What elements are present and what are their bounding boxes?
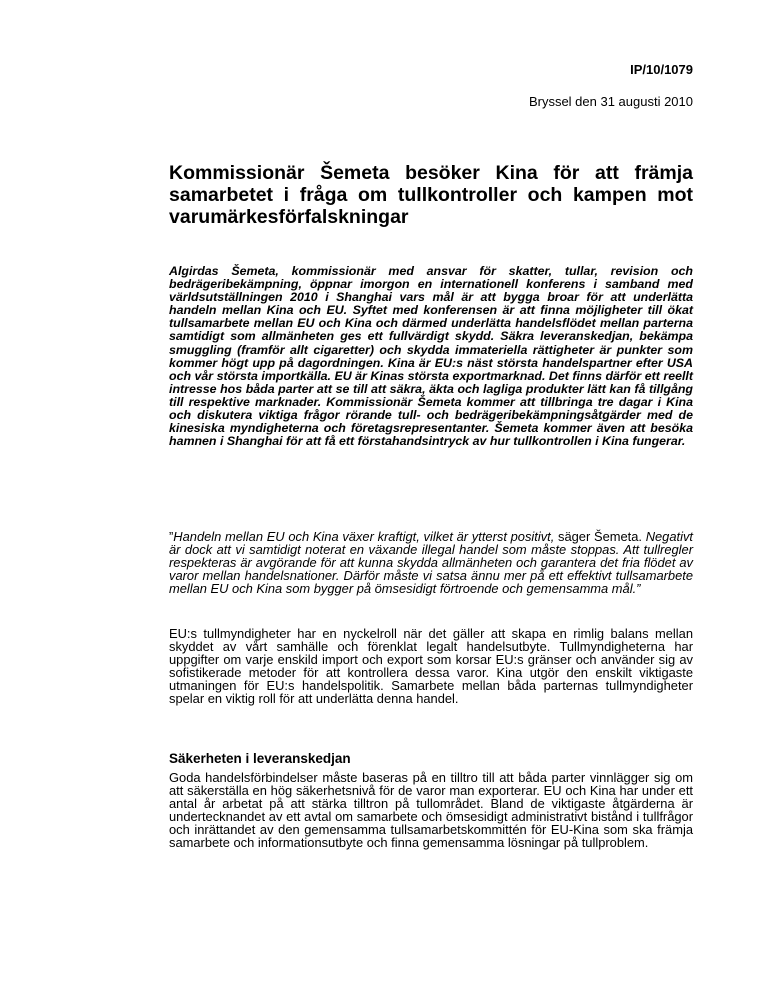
press-release-reference: IP/10/1079 (630, 62, 693, 77)
quote-part-1: Handeln mellan EU och Kina växer kraftigt, vilket är ytterst positivt, (173, 529, 555, 544)
body-paragraph-supply-chain: Goda handelsförbindelser måste baseras på en tilltro till att båda parter vinnlägger sig om att säkerställa en hög säkerhetsnivå för de varor man exporterar. EU och Kina har under ett antal år arbetat på att stärka tilltron på tullområdet. Bland de viktigaste åtgärderna är undertecknandet av ett avtal om samarbete och ömsesidigt administrativt bistånd i tullfrågor och inrättandet av den gemensamma tullsamarbetskommittén för EU-Kina som ska främja samarbete och informationsutbyte och finna gemensamma lösningar på tullproblem. (169, 770, 693, 851)
lead-paragraph: Algirdas Šemeta, kommissionär med ansvar för skatter, tullar, revision och bedrägeribekämpning, öppnar imorgon en internationell konferens i samband med världsutställningen 2010 i Shanghai vars mål är att bygga broar för att underlätta handeln mellan Kina och EU. Syftet med konferensen är att finna möjligheter till ökat tullsamarbete mellan EU och Kina och därmed underlätta handelsflödet mellan parterna samtidigt som allmänheten ges ett fullvärdigt skydd. Säkra leveranskedjan, bekämpa smuggling (framför allt cigaretter) och skydda immateriella rättigheter är punkter som kommer högt upp på dagordningen. Kina är EU:s näst största handelspartner efter USA och vår största importkälla. EU är Kinas största exportmarknad. Det finns därför ett reellt intresse hos båda parter att se till att säkra, äkta och lagliga produkter lätt kan få tillgång till respektive marknader. Kommissionär Šemeta kommer att tillbringa tre dagar i Kina och diskutera viktiga frågor rörande tull- och bedrägeribekämpningsåtgärder med de kinesiska myndigheterna och företagsrepresentanter. Šemeta kommer även att besöka hamnen i Shanghai för att få ett förstahandsintryck av hur tullkontrollen i Kina fungerar. (169, 264, 693, 449)
quote-attribution: säger Šemeta. (554, 529, 646, 544)
quote-part-2: Negativt är dock att vi samtidigt noterat en växande illegal handel som måste stoppas. Att tullregler respekteras är avgörande för att kunna skydda allmänheten och garantera det fria flödet av varor mellan handelsnationer. Därför måste vi satsa ännu mer på ett effektivt tullsamarbete mellan EU och Kina som bygger på ömsesidigt förtroende och gemensamma mål.” (169, 529, 693, 597)
page-title: Kommissionär Šemeta besöker Kina för att främja samarbetet i fråga om tullkontroller och kampen mot varumärkesförfalskningar (169, 162, 693, 228)
quote-open-mark: ” (169, 529, 174, 544)
section-heading-supply-chain: Säkerheten i leveranskedjan (169, 751, 351, 766)
quote-paragraph (169, 530, 693, 595)
dateline: Bryssel den 31 augusti 2010 (528, 94, 693, 109)
body-paragraph-customs-role: EU:s tullmyndigheter har en nyckelroll när det gäller att skapa en rimlig balans mellan skyddet av vårt samhälle och förenklat legalt handelsutbyte. Tullmyndigheterna har uppgifter om varje enskild import och export som korsar EU:s gränser och använder sig av sofistikerade metoder för att kontrollera dessa varor. Kina utgör den enskilt viktigaste utmaningen för EU:s handelspolitik. Samarbete mellan båda parternas tullmyndigheter spelar en viktig roll för att underlätta denna handel. (169, 626, 693, 707)
